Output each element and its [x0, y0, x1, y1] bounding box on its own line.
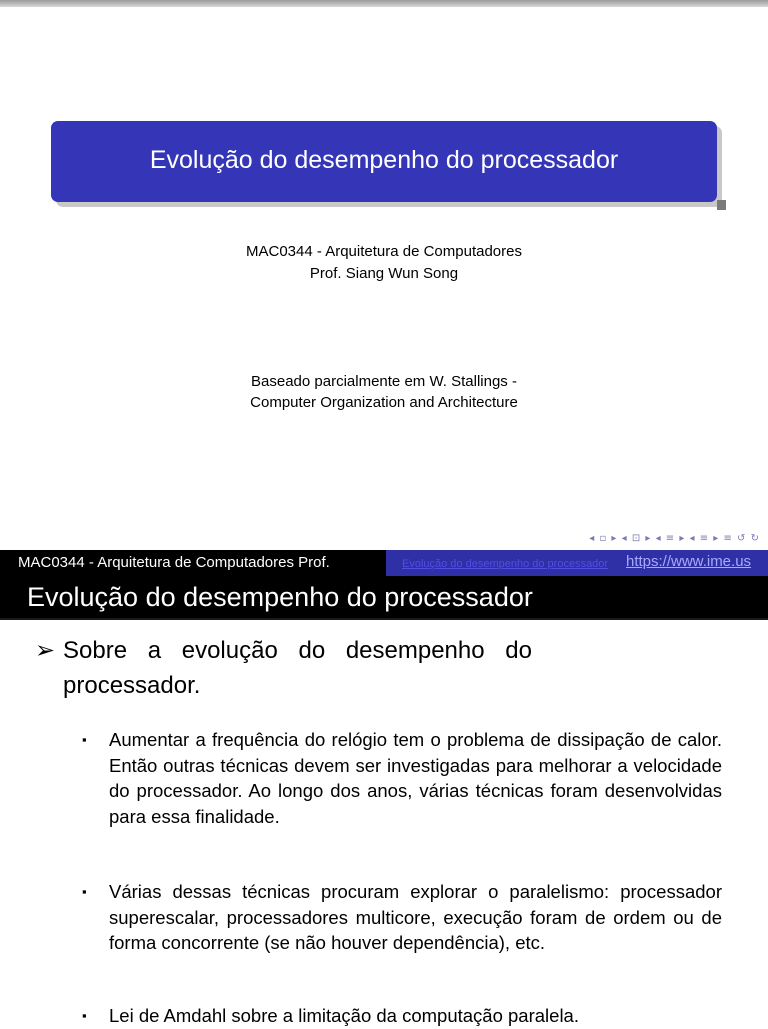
main-bullet [35, 633, 635, 703]
square-bullet-icon: ▪ [82, 1008, 87, 1023]
slide-title: Evolução do desempenho do processador [149, 146, 619, 174]
slide2-title-bar [0, 576, 768, 620]
header-course-label: MAC0344 - Arquitetura de Computadores Prof. [0, 550, 386, 576]
reference-line-2: Computer Organization and Architecture [250, 394, 518, 411]
header-right-section [386, 550, 768, 576]
slide2-title: Evolução do desempenho do processador [27, 582, 533, 612]
sub-bullet-2 [82, 879, 722, 956]
header-url-link[interactable]: https://www.ime.us [626, 553, 752, 570]
sub-bullet-text: Lei de Amdahl sobre a limitação da computação paralela. [109, 1005, 579, 1026]
title-shadow-corner [717, 200, 726, 210]
reference-line-1: Baseado parcialmente em W. Stallings - [251, 373, 517, 390]
sub-bullet-text: Aumentar a frequência do relógio tem o problema de dissipação de calor. Então outras técnicas devem ser investigadas para melhorar a velocidade do processador. Ao longo dos anos, várias técnicas foram desenvolvidas para essa finalidade. [109, 729, 722, 827]
course-name: MAC0344 - Arquitetura de Computadores [246, 243, 522, 260]
sub-bullet-text: Várias dessas técnicas procuram explorar o paralelismo: processador superescalar, processadores multicore, execução foram de ordem ou de forma concorrente (se não houver dependência), etc. [109, 881, 722, 953]
sub-bullet-3 [82, 1003, 722, 1029]
arrow-bullet-icon: ➢ [35, 637, 56, 664]
top-edge-bar [0, 0, 768, 7]
main-bullet-text: Sobre a evolução do desempenho do processador. [63, 637, 532, 699]
slide2-header [0, 550, 768, 576]
title-block [51, 121, 717, 202]
square-bullet-icon: ▪ [82, 884, 87, 899]
header-title-link[interactable]: Evolução do desempenho do processador [402, 558, 609, 570]
square-bullet-icon: ▪ [82, 732, 87, 747]
beamer-navigation-icons[interactable]: ◂ ▫ ▸ ◂ ⊡ ▸ ◂ ≡ ▸ ◂ ≡ ▸ ≡ ↺ ↻ [589, 533, 760, 544]
sub-bullet-1 [82, 727, 722, 829]
professor-name: Prof. Siang Wun Song [309, 265, 459, 282]
